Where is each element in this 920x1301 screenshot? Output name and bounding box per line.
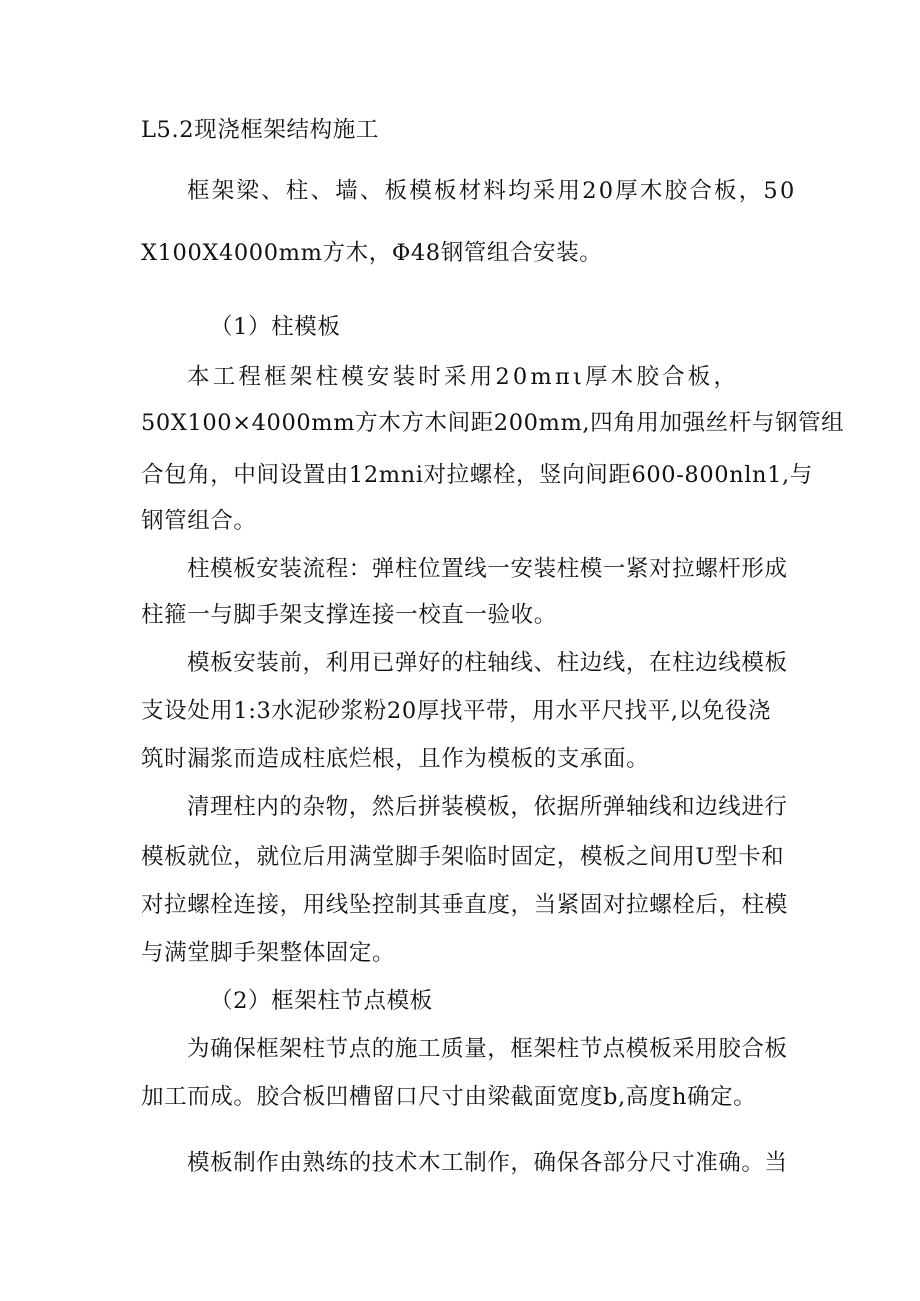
subheading-joint-formwork: （2）框架柱节点模板 bbox=[210, 988, 433, 1014]
paragraph-line: 支设处用1:3水泥砂浆粉20厚找平带，用水平尺找平,以免役浇 bbox=[141, 698, 771, 724]
paragraph-line: X100X4000mm方木，Φ48钢管组合安装。 bbox=[141, 240, 603, 266]
paragraph-line: 与满堂脚手架整体固定。 bbox=[141, 940, 396, 966]
paragraph-line: 钢管组合。 bbox=[141, 508, 257, 534]
paragraph-line: 为确保框架柱节点的施工质量，框架柱节点模板采用胶合板 bbox=[187, 1036, 788, 1062]
paragraph-line: 柱模板安装流程：弹柱位置线一安装柱模一紧对拉螺杆形成 bbox=[187, 556, 788, 582]
paragraph-line: 模板制作由熟练的技术木工制作，确保各部分尺寸准确。当 bbox=[187, 1150, 788, 1176]
paragraph-line: 本工程框架柱模安装时采用20mπι厚木胶合板， bbox=[187, 364, 740, 390]
paragraph-line: 模板安装前，利用已弹好的柱轴线、柱边线，在柱边线模板 bbox=[187, 650, 788, 676]
paragraph-line: 柱箍一与脚手架支撑连接一校直一验收。 bbox=[141, 602, 557, 628]
subheading-column-formwork: （1）柱模板 bbox=[210, 314, 341, 340]
paragraph-line: 合包角，中间设置由12mni对拉螺栓，竖向间距600-800nln1,与 bbox=[141, 462, 813, 488]
paragraph-line: 模板就位，就位后用满堂脚手架临时固定，模板之间用U型卡和 bbox=[141, 844, 785, 870]
paragraph-line: 50X100×4000mm方木方木间距200mm,四角用加强丝杆与钢管组 bbox=[141, 410, 845, 436]
paragraph-line: 加工而成。胶合板凹槽留口尺寸由梁截面宽度b,高度h确定。 bbox=[141, 1084, 757, 1110]
paragraph-line: 清理柱内的杂物，然后拼装模板，依据所弹轴线和边线进行 bbox=[187, 794, 788, 820]
section-title: L5.2现浇框架结构施工 bbox=[141, 117, 379, 143]
paragraph-line: 对拉螺栓连接，用线坠控制其垂直度，当紧固对拉螺栓后，柱模 bbox=[141, 892, 788, 918]
paragraph-line: 筑时漏浆而造成柱底烂根，且作为模板的支承面。 bbox=[141, 746, 650, 772]
paragraph-line: 框架梁、柱、墙、板模板材料均采用20厚木胶合板，50 bbox=[187, 178, 797, 204]
